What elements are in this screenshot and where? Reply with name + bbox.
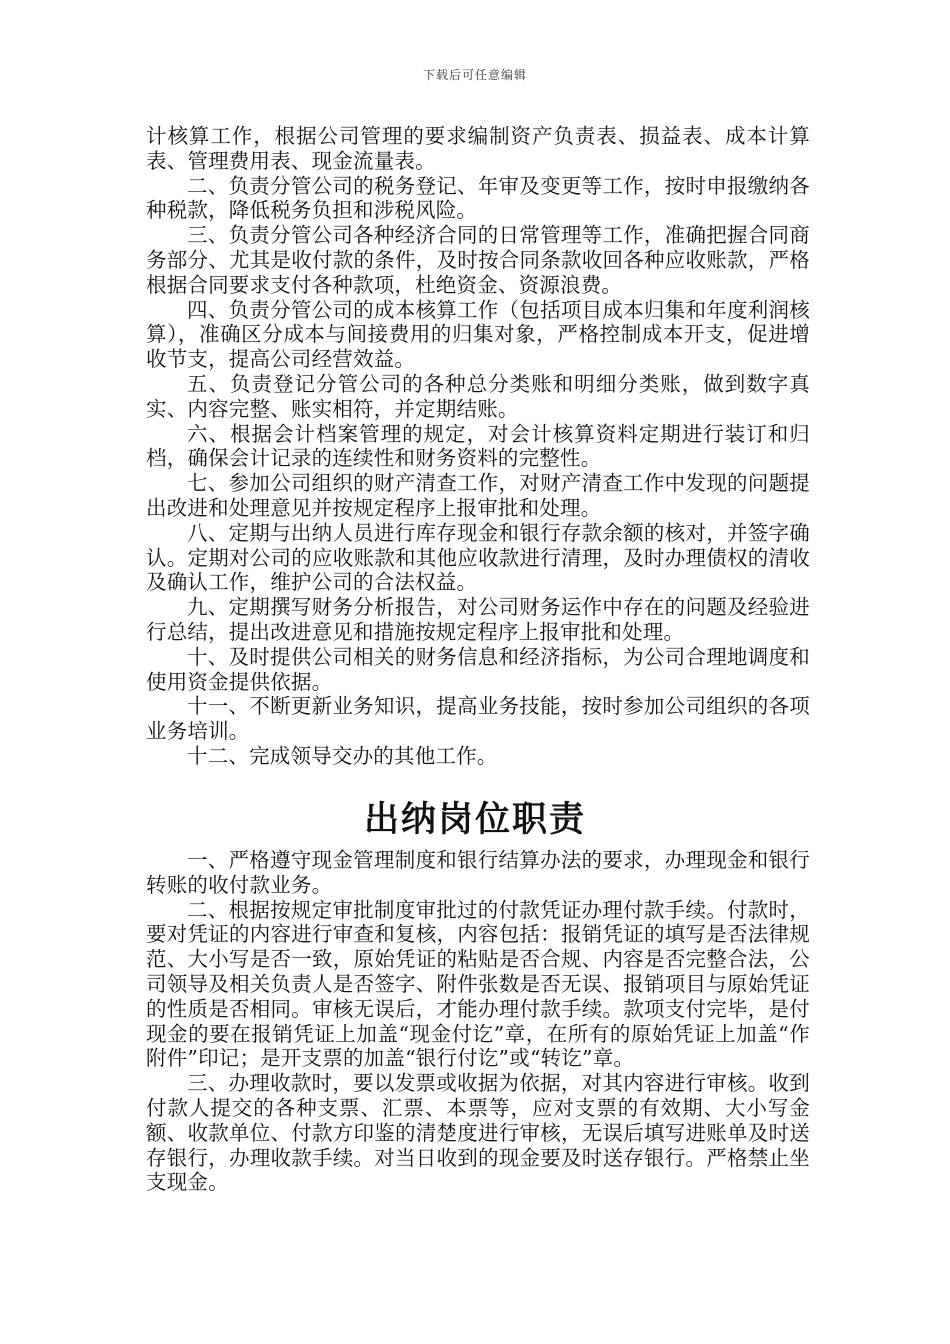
duty-paragraph-3: 三、负责分管公司各种经济合同的日常管理等工作，准确把握合同商务部分、尤其是收付款的条件，及时按合同条款收回各种应收账款，严格根据合同要求支付各种款项，杜绝资金、资源浪费。	[146, 223, 810, 297]
cashier-duties-section	[146, 848, 810, 1195]
duty-paragraph-8: 八、定期与出纳人员进行库存现金和银行存款余额的核对，并签字确认。定期对公司的应收账款和其他应收款进行清理，及时办理债权的清收及确认工作，维护公司的合法权益。	[146, 520, 810, 595]
duty-paragraph-9: 九、定期撰写财务分析报告，对公司财务运作中存在的问题及经验进行总结，提出改进意见和措施按规定程序上报审批和处理。	[146, 595, 810, 644]
duty-paragraph-2: 二、负责分管公司的税务登记、年审及变更等工作，按时申报缴纳各种税款，降低税务负担和涉税风险。	[146, 173, 810, 223]
accounting-duties-section	[146, 124, 810, 769]
duty-paragraph-7: 七、参加公司组织的财产清查工作，对财产清查工作中发现的问题提出改进和处理意见并按规定程序上报审批和处理。	[146, 471, 810, 520]
duty-paragraph-continued: 计核算工作，根据公司管理的要求编制资产负责表、损益表、成本计算表、管理费用表、现金流量表。	[146, 124, 810, 173]
cashier-paragraph-1: 一、严格遵守现金管理制度和银行结算办法的要求，办理现金和银行转账的收付款业务。	[146, 848, 810, 897]
duty-paragraph-10: 十、及时提供公司相关的财务信息和经济指标，为公司合理地调度和使用资金提供依据。	[146, 644, 810, 694]
duty-paragraph-4: 四、负责分管公司的成本核算工作（包括项目成本归集和年度利润核算），准确区分成本与间接费用的归集对象，严格控制成本开支，促进增收节支，提高公司经营效益。	[146, 297, 810, 372]
duty-paragraph-12: 十二、完成领导交办的其他工作。	[187, 743, 498, 768]
cashier-paragraph-2: 二、根据按规定审批制度审批过的付款凭证办理付款手续。付款时，要对凭证的内容进行审查和复核，内容包括：报销凭证的填写是否法律规范、大小写是否一致，原始凭证的粘贴是否合规、内容是否完整合法，公司领导及相关负责人是否签字、附件张数是否无误、报销项目与原始凭证的性质是否相同。审核无误后，才能办理付款手续。款项支付完毕，是付现金的要在报销凭证上加盖“现金付讫”章，在所有的原始凭证上加盖“作附件”印记；是开支票的加盖“银行付讫”或“转讫”章。	[146, 897, 810, 1071]
duty-paragraph-11: 十一、不断更新业务知识，提高业务技能，按时参加公司组织的各项业务培训。	[146, 694, 810, 744]
duty-paragraph-5: 五、负责登记分管公司的各种总分类账和明细分类账，做到数字真实、内容完整、账实相符，并定期结账。	[146, 371, 810, 421]
cashier-duties-title: 出纳岗位职责	[363, 799, 586, 840]
duty-paragraph-6: 六、根据会计档案管理的规定，对会计核算资料定期进行装订和归档，确保会计记录的连续性和财务资料的完整性。	[146, 421, 810, 471]
cashier-paragraph-3: 三、办理收款时，要以发票或收据为依据，对其内容进行审核。收到付款人提交的各种支票、汇票、本票等，应对支票的有效期、大小写金额、收款单位、付款方印鉴的清楚度进行审核，无误后填写进账单及时送存银行，办理收款手续。对当日收到的现金要及时送存银行。严格禁止坐支现金。	[146, 1071, 810, 1195]
page-header-note: 下载后可任意编辑	[422, 68, 527, 82]
